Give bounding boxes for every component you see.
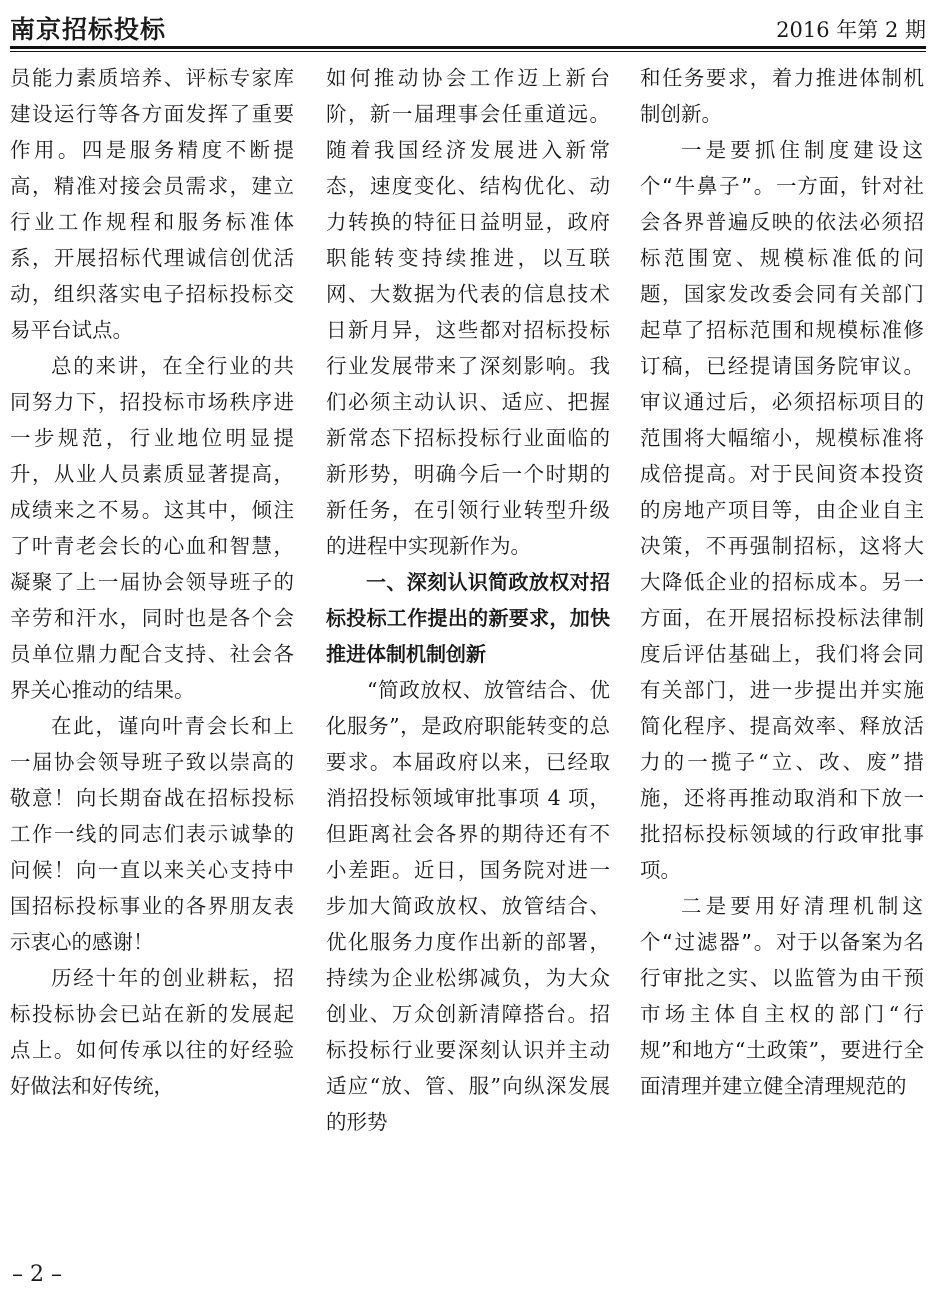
issue-label: 2016 年第 2 期: [776, 18, 926, 42]
paragraph: 总的来讲，在全行业的共同努力下，招投标市场秩序进一步规范，行业地位明显提升，从业人员素质显著提高，成绩来之不易。这其中，倾注了叶青老会长的心血和智慧，凝聚了上一届协会领导班子的辛劳和汗水，同时也是各个会员单位鼎力配合支持、社会各界关心推动的结果。: [10, 354, 294, 702]
text-column-2: [326, 60, 610, 1240]
paragraph: 和任务要求，着力推进体制机制创新。: [640, 66, 924, 126]
paragraph: 在此，谨向叶青会长和上一届协会领导班子致以崇高的敬意！向长期奋战在招标投标工作一线的同志们表示诚挚的问候！向一直以来关心支持中国招标投标事业的各界朋友表示衷心的感谢！: [10, 714, 294, 954]
paragraph-body: 一方面，针对社会各界普遍反映的依法必须招标范围宽、规模标准低的问题，国家发改委会同有关部门起草了招标范围和规模标准修订稿，已经提请国务院审议。审议通过后，必须招标项目的范围将大幅缩小，规模标准将成倍提高。对于民间资本投资的房地产项目等，由企业自主决策，不再强制招标，这将大大降低企业的招标成本。另一方面，在开展招标投标法律制度后评估基础上，我们将会同有关部门，进一步提出并实施简化程序、提高效率、释放活力的一揽子“立、改、废”措施，还将再推动取消和下放一批招标投标领域的行政审批事项。: [640, 174, 924, 882]
paragraph: 历经十年的创业耕耘，招标投标协会已站在新的发展起点上。如何传承以往的好经验好做法和好传统，: [10, 966, 294, 1098]
point-heading: 一是要抓住制度建设这个“牛鼻子”。: [640, 138, 924, 198]
page-number: – 2 –: [12, 1262, 62, 1287]
text-column-3: [640, 60, 924, 1240]
paragraph: [640, 888, 924, 1104]
page-header: [10, 10, 926, 44]
paragraph: [640, 132, 924, 888]
header-rule-thin: [10, 51, 926, 52]
text-column-1: [10, 60, 294, 1240]
section-heading: 一、深刻认识简政放权对招标投标工作提出的新要求，加快推进体制机制创新: [326, 570, 610, 666]
paragraph: 如何推动协会工作迈上新台阶，新一届理事会任重道远。随着我国经济发展进入新常态，速度变化、结构优化、动力转换的特征日益明显，政府职能转变持续推进，以互联网、大数据为代表的信息技术日新月异，这些都对招标投标行业发展带来了深刻影响。我们必须主动认识、适应、把握新常态下招标投标行业面临的新形势，明确今后一个时期的新任务，在引领行业转型升级的进程中实现新作为。: [326, 66, 610, 558]
paragraph-body: 对于以备案为名行审批之实、以监管为由干预市场主体自主权的部门“行规”和地方“土政策”，要进行全面清理并建立健全清理规范的: [640, 930, 924, 1098]
paragraph: “简政放权、放管结合、优化服务”，是政府职能转变的总要求。本届政府以来，已经取消招投标领域审批事项 4 项，但距离社会各界的期待还有不小差距。近日，国务院对进一步加大简政放权、放管结合、优化服务力度作出新的部署，持续为企业松绑减负，为大众创业、万众创新清障搭台。招标投标行业要深刻认识并主动适应“放、管、服”向纵深发展的形势: [326, 678, 610, 1134]
header-rule: [10, 46, 926, 49]
point-heading: 二是要用好清理机制这个“过滤器”。: [640, 894, 924, 954]
publication-title: 南京招标投标: [10, 15, 167, 44]
paragraph: 员能力素质培养、评标专家库建设运行等各方面发挥了重要作用。四是服务精度不断提高，精准对接会员需求，建立行业工作规程和服务标准体系，开展招标代理诚信创优活动，组织落实电子招标投标交易平台试点。: [10, 66, 294, 342]
